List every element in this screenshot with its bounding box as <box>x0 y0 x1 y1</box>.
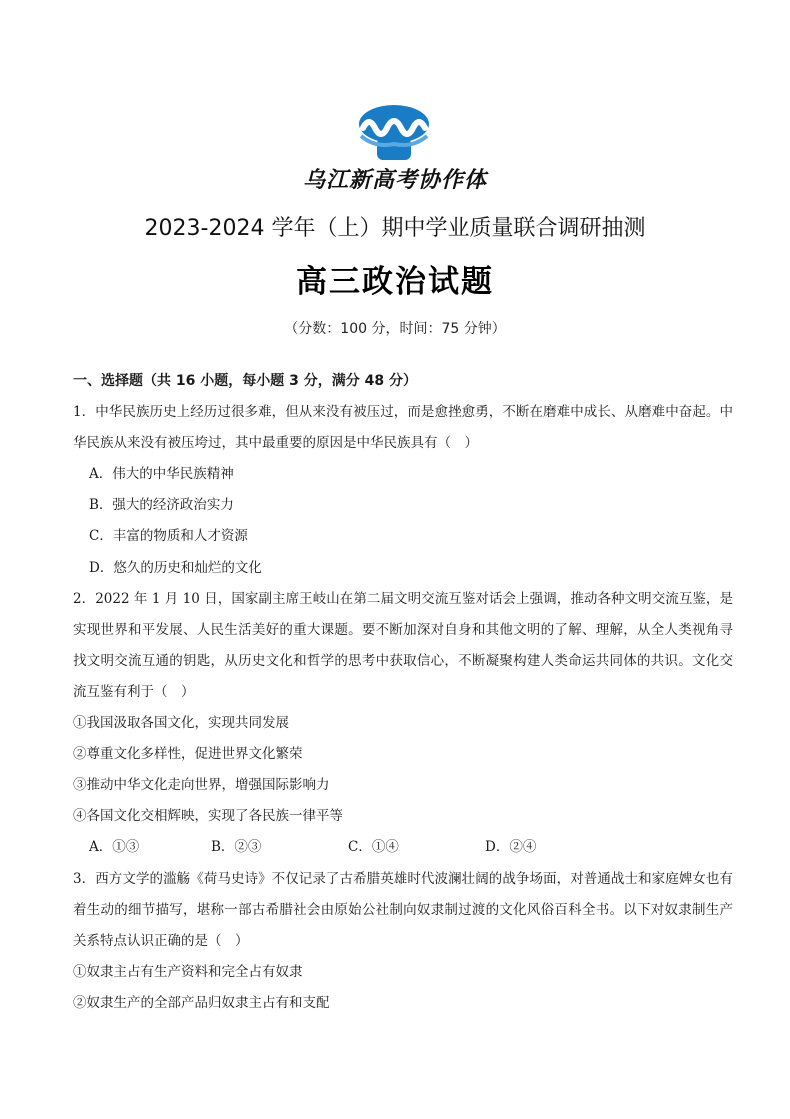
org-name: 乌江新高考协作体 <box>302 168 487 193</box>
question-1-stem: 1．中华民族历史上经历过很多难，但从来没有被压过，而是愈挫愈勇，不断在磨难中成长、从磨难中奋起。中华民族从来没有被压垮过，其中最重要的原因是中华民族具有（ ） <box>73 404 733 452</box>
page-title: 高三政治试题 <box>296 264 494 300</box>
q2-option-d: D．②④ <box>485 839 537 856</box>
org-logo <box>355 104 433 162</box>
q2-item-2: ②尊重文化多样性，促进世界文化繁荣 <box>73 746 303 763</box>
q2-option-c: C．①④ <box>348 839 399 856</box>
q3-item-1: ①奴隶主占有生产资料和完全占有奴隶 <box>73 963 303 980</box>
section-heading: 一、选择题（共 16 小题，每小题 3 分，满分 48 分） <box>73 373 417 389</box>
q2-option-a: A．①③ <box>89 839 140 856</box>
wave-logo-icon <box>355 104 433 162</box>
exam-meta: （分数：100 分，时间：75 分钟） <box>284 321 506 337</box>
q1-option-d: D．悠久的历史和灿烂的文化 <box>89 559 262 576</box>
q2-item-3: ③推动中华文化走向世界，增强国际影响力 <box>73 777 330 794</box>
q1-option-a: A．伟大的中华民族精神 <box>89 466 234 483</box>
question-3-stem: 3．西方文学的滥觞《荷马史诗》不仅记录了古希腊英雄时代波澜壮阔的战争场面，对普通战士和家庭婢女也有着生动的细节描写，堪称一部古希腊社会由原始公社制向奴隶制过渡的文化风俗百科全书。以下对奴隶制生产关系特点认识正确的是（ ） <box>73 870 733 949</box>
q1-option-b: B．强大的经济政治实力 <box>89 497 234 514</box>
q2-item-4: ④各国文化交相辉映，实现了各民族一律平等 <box>73 808 343 825</box>
exam-content <box>73 366 733 1019</box>
exam-subtitle: 2023-2024 学年（上）期中学业质量联合调研抽测 <box>144 216 646 241</box>
q2-option-b: B．②③ <box>211 839 262 856</box>
question-2-stem: 2．2022 年 1 月 10 日，国家副主席王岐山在第二届文明交流互鉴对话会上强调，推动各种文明交流互鉴，是实现世界和平发展、人民生活美好的重大课题。要不断加深对自身和其他文明的了解、理解，从全人类视角寻找文明交流互通的钥匙，从历史文化和哲学的思考中获取信心，不断凝聚构建人类命运共同体的共识。文化交流互鉴有利于（ ） <box>73 590 733 700</box>
q2-item-1: ①我国汲取各国文化，实现共同发展 <box>73 715 289 732</box>
q2-options <box>73 832 733 863</box>
q3-item-2: ②奴隶生产的全部产品归奴隶主占有和支配 <box>73 994 330 1011</box>
q1-option-c: C．丰富的物质和人才资源 <box>89 528 248 545</box>
